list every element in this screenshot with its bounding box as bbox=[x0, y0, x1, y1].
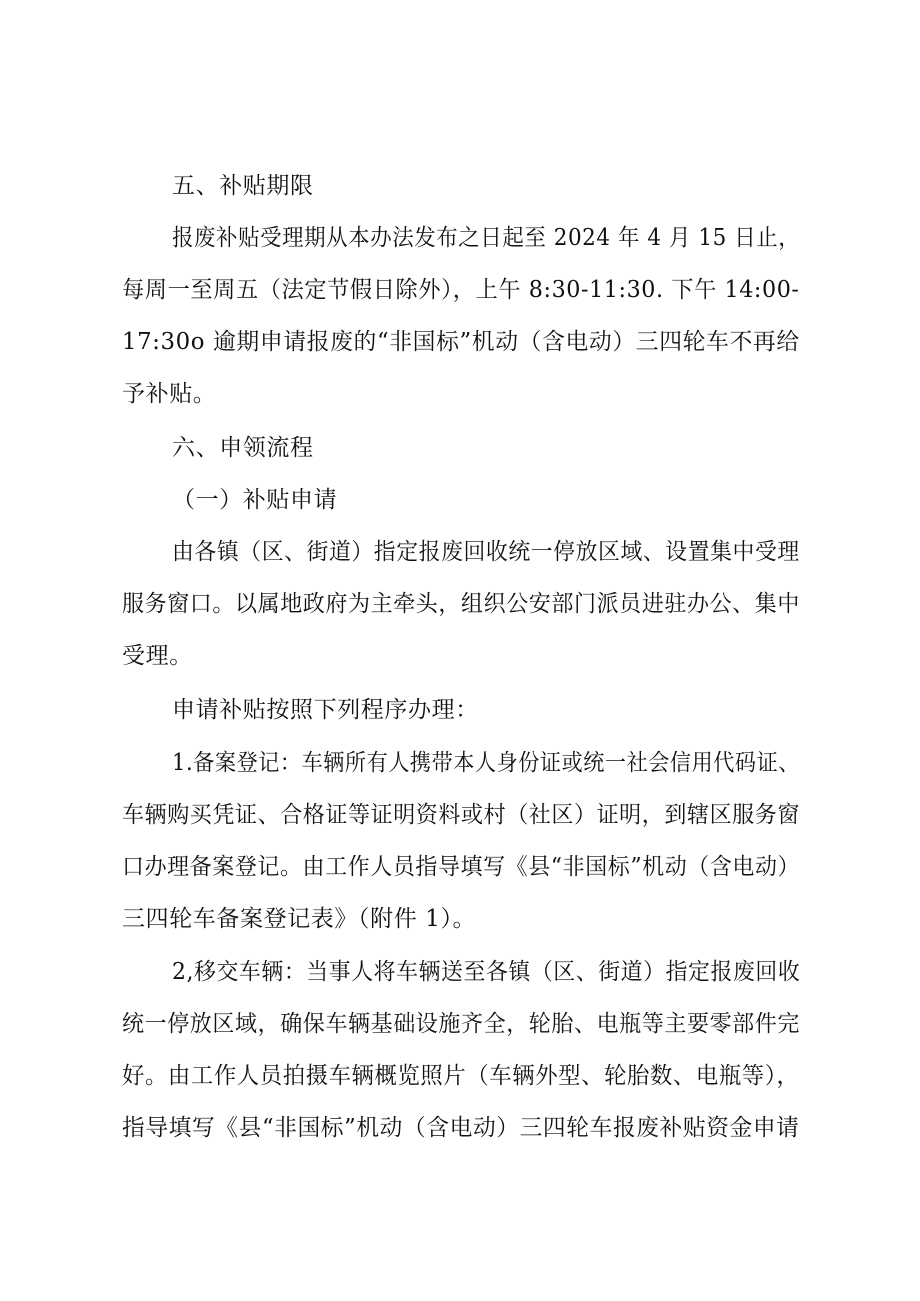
section-6-heading: 六、申领流程 bbox=[172, 435, 314, 461]
section-6-para1-line-3: 受理。 bbox=[122, 643, 193, 669]
item-1-line-4: 三四轮车备案登记表》（附件 1）。 bbox=[122, 906, 477, 932]
item-1-line-2: 车辆购买凭证、合格证等证明资料或村（社区）证明，到辖区服务窗 bbox=[122, 802, 800, 828]
item-2-line-3: 好。由工作人员拍摄车辆概览照片（车辆外型、轮胎数、电瓶等）， bbox=[122, 1063, 800, 1089]
item-2-line-1: 2,移交车辆：当事人将车辆送至各镇（区、街道）指定报废回收 bbox=[172, 959, 801, 985]
item-1-line-3: 口办理备案登记。由工作人员指导填写《县“非国标”机动（含电动） bbox=[122, 854, 801, 880]
item-2-line-2: 统一停放区域，确保车辆基础设施齐全，轮胎、电瓶等主要零部件完 bbox=[122, 1011, 800, 1037]
section-5-text-line-1: 报废补贴受理期从本办法发布之日起至 2024 年 4 月 15 日止， bbox=[172, 225, 801, 251]
item-2-line-4: 指导填写《县“非国标”机动（含电动）三四轮车报废补贴资金申请 bbox=[122, 1115, 800, 1141]
section-6-para1-line-2: 服务窗口。以属地政府为主牵头，组织公安部门派员进驻办公、集中 bbox=[122, 591, 800, 617]
section-6-para2: 申请补贴按照下列程序办理： bbox=[172, 697, 479, 723]
section-6-para1-line-1: 由各镇（区、街道）指定报废回收统一停放区域、设置集中受理 bbox=[172, 539, 800, 565]
item-1-line-1: 1.备案登记：车辆所有人携带本人身份证或统一社会信用代码证、 bbox=[172, 750, 800, 776]
section-5-heading: 五、补贴期限 bbox=[172, 173, 314, 199]
section-5-text-line-4: 予补贴。 bbox=[122, 381, 217, 407]
section-5-text-line-3: 17:30o 逾期申请报废的“非国标”机动（含电动）三四轮车不再给 bbox=[122, 329, 800, 355]
section-6-subheading: （一）补贴申请 bbox=[172, 487, 338, 513]
section-5-text-line-2: 每周一至周五（法定节假日除外），上午 8:30-11:30. 下午 14:00- bbox=[122, 277, 800, 303]
